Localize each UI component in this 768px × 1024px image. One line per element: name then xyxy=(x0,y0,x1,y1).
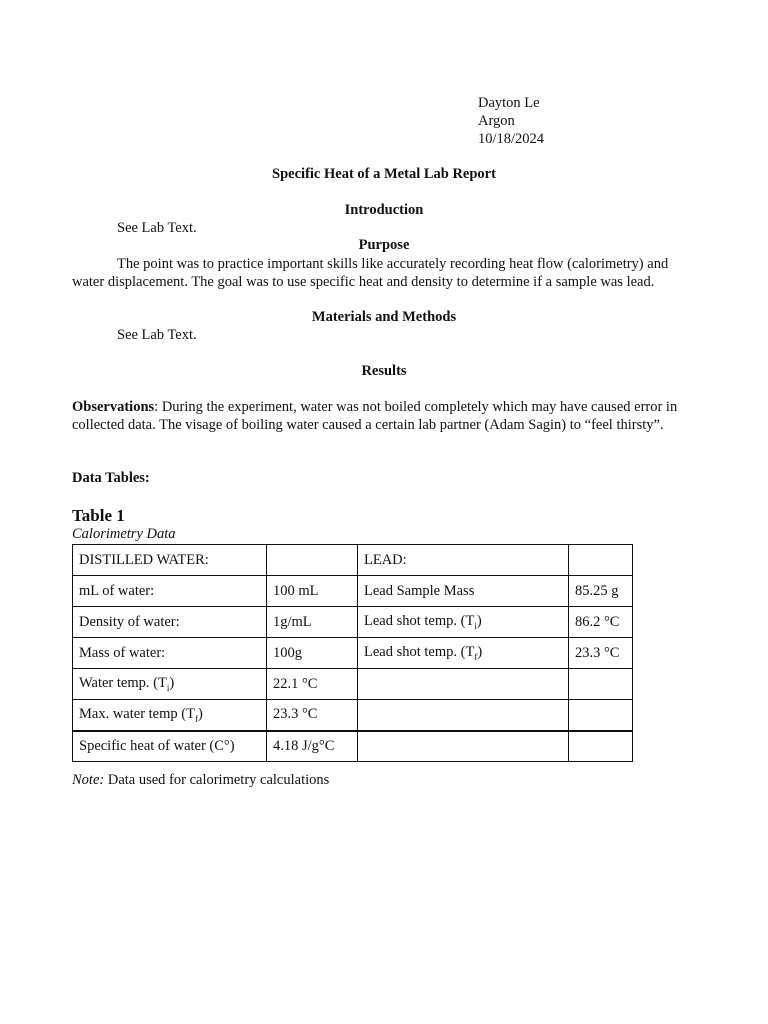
table-cell: 86.2 °C xyxy=(569,607,633,638)
table-note-text: Data used for calorimetry calculations xyxy=(104,772,330,788)
table-row xyxy=(73,731,633,762)
group-name: Argon xyxy=(478,113,515,129)
table-row xyxy=(73,576,633,607)
table-cell: Lead Sample Mass xyxy=(358,576,569,607)
table-cell xyxy=(358,669,569,700)
materials-heading: Materials and Methods xyxy=(311,309,457,325)
table-cell xyxy=(569,545,633,576)
table-cell: Max. water temp $(T_f)$ xyxy=(73,700,267,731)
report-date: 10/18/2024 xyxy=(478,131,545,147)
table-cell xyxy=(569,700,633,731)
table-row xyxy=(73,669,633,700)
observations-paragraph xyxy=(72,398,696,434)
data-tables-label: Data Tables: xyxy=(72,470,150,486)
table-row xyxy=(73,545,633,576)
table-cell: mL of water: xyxy=(73,576,267,607)
table-row xyxy=(73,638,633,669)
table-cell: Density of water: xyxy=(73,607,267,638)
results-heading: Results xyxy=(361,363,407,379)
table-cell: 22.1 °C xyxy=(267,669,358,700)
table-cell xyxy=(569,731,633,762)
introduction-heading: Introduction xyxy=(344,202,424,218)
table-cell: 23.3 °C xyxy=(267,700,358,731)
table-cell xyxy=(569,669,633,700)
introduction-text: See Lab Text. xyxy=(117,220,197,236)
author-name: Dayton Le xyxy=(478,95,540,111)
table-note-label: Note: xyxy=(72,772,105,788)
table-cell xyxy=(267,545,358,576)
table-cell: 23.3 °C xyxy=(569,638,633,669)
table-cell: LEAD: xyxy=(358,545,569,576)
table-cell: Specific heat of water (C°) xyxy=(73,731,267,762)
table-caption: Calorimetry Data xyxy=(72,526,176,542)
table-cell: 100g xyxy=(267,638,358,669)
table-cell: 1g/mL xyxy=(267,607,358,638)
table-cell: 100 mL xyxy=(267,576,358,607)
author-block xyxy=(478,94,544,148)
table-title: Table 1 xyxy=(72,506,125,525)
observations-label: Observations xyxy=(72,399,155,415)
table-row xyxy=(73,700,633,731)
materials-text: See Lab Text. xyxy=(117,327,197,343)
table-cell xyxy=(358,731,569,762)
table-cell: 85.25 g xyxy=(569,576,633,607)
table-row xyxy=(73,607,633,638)
table-cell xyxy=(358,700,569,731)
purpose-text: The point was to practice important skills like accurately recording heat flow (calorimetry) and water displacement. The goal was to use specific heat and density to determine if a sample was lead. xyxy=(72,256,669,290)
calorimetry-table xyxy=(72,544,633,762)
purpose-heading: Purpose xyxy=(358,237,410,253)
table-cell: Lead shot temp. $(T_f)$ xyxy=(358,638,569,669)
table-cell: DISTILLED WATER: xyxy=(73,545,267,576)
table-cell: Lead shot temp. $(T_i)$ xyxy=(358,607,569,638)
table-cell: Mass of water: xyxy=(73,638,267,669)
table-note xyxy=(72,772,329,789)
table-cell: 4.18 J/g°C xyxy=(267,731,358,762)
observations-text: : During the experiment, water was not boiled completely which may have caused error in collected data. The visage of boiling water caused a certain lab partner (Adam Sagin) to “feel thirsty”. xyxy=(72,399,678,433)
table-cell: Water temp. $(T_i)$ xyxy=(73,669,267,700)
report-title: Specific Heat of a Metal Lab Report xyxy=(272,166,496,182)
